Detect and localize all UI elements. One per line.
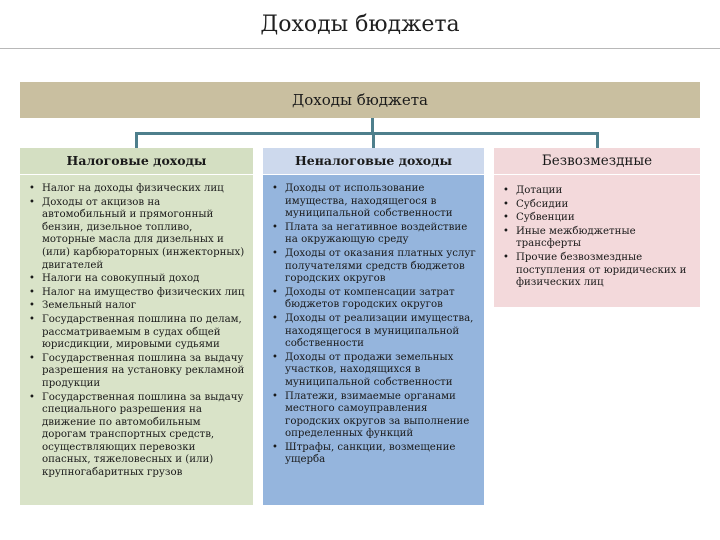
connector-nontax-drop bbox=[372, 132, 375, 148]
list-item: • Доходы от продажи земельных участков, находящихся в муниципальной собственности bbox=[271, 352, 476, 390]
list-item: • Субсидии bbox=[502, 199, 692, 212]
title-divider bbox=[0, 48, 720, 49]
list-item: • Доходы от компенсации затрат бюджетов городских округов bbox=[271, 287, 476, 312]
nontax-revenue-list bbox=[271, 183, 476, 467]
list-item: • Доходы от оказания платных услуг получателями средств бюджетов городских округов bbox=[271, 248, 476, 286]
list-item: • Налог на доходы физических лиц bbox=[28, 183, 245, 196]
tax-revenue-panel bbox=[20, 175, 253, 505]
connector-root-stem bbox=[371, 118, 374, 133]
tax-revenue-list bbox=[28, 183, 245, 480]
list-item: • Дотации bbox=[502, 185, 692, 198]
list-item: • Государственная пошлина за выдачу специального разрешения на движение по автомобильным дорогам транспортных средств, осуществляющих перевозки опасных, тяжеловесных и (или) крупногабаритных грузов bbox=[28, 392, 245, 480]
slide-title: Доходы бюджета bbox=[260, 12, 460, 37]
list-item: • Иные межбюджетные трансферты bbox=[502, 226, 692, 251]
list-item: • Субвенции bbox=[502, 212, 692, 225]
list-item: • Платежи, взимаемые органами местного самоуправления городских округов за выполнение определенных функций bbox=[271, 391, 476, 441]
nontax-revenue-header: Неналоговые доходы bbox=[263, 148, 484, 174]
list-item: • Штрафы, санкции, возмещение ущерба bbox=[271, 442, 476, 467]
list-item: • Налог на имущество физических лиц bbox=[28, 287, 245, 300]
list-item: • Доходы от использование имущества, находящегося в муниципальной собственности bbox=[271, 183, 476, 221]
root-node-budget-revenue: Доходы бюджета bbox=[20, 82, 700, 118]
list-item: • Государственная пошлина по делам, рассматриваемым в судах общей юрисдикции, мировыми судьями bbox=[28, 314, 245, 352]
list-item: • Земельный налог bbox=[28, 300, 245, 313]
connector-gratuitous-drop bbox=[596, 132, 599, 148]
gratuitous-receipts-panel bbox=[494, 175, 700, 307]
gratuitous-receipts-list bbox=[502, 185, 692, 290]
gratuitous-receipts-header: Безвозмездные bbox=[494, 148, 700, 174]
nontax-revenue-panel bbox=[263, 175, 484, 505]
list-item: • Государственная пошлина за выдачу разрешения на установку рекламной продукции bbox=[28, 353, 245, 391]
tax-revenue-header: Налоговые доходы bbox=[20, 148, 253, 174]
list-item: • Доходы от реализации имущества, находящегося в муниципальной собственности bbox=[271, 313, 476, 351]
list-item: • Плата за негативное воздействие на окружающую среду bbox=[271, 222, 476, 247]
connector-tax-drop bbox=[135, 132, 138, 148]
list-item: • Налоги на совокупный доход bbox=[28, 273, 245, 286]
list-item: • Доходы от акцизов на автомобильный и прямогонный бензин, дизельное топливо, моторные масла для дизельных и (или) карбюраторных (инжекторных) двигателей bbox=[28, 197, 245, 273]
list-item: • Прочие безвозмездные поступления от юридических и физических лиц bbox=[502, 252, 692, 290]
connector-horizontal-bar bbox=[136, 132, 597, 135]
